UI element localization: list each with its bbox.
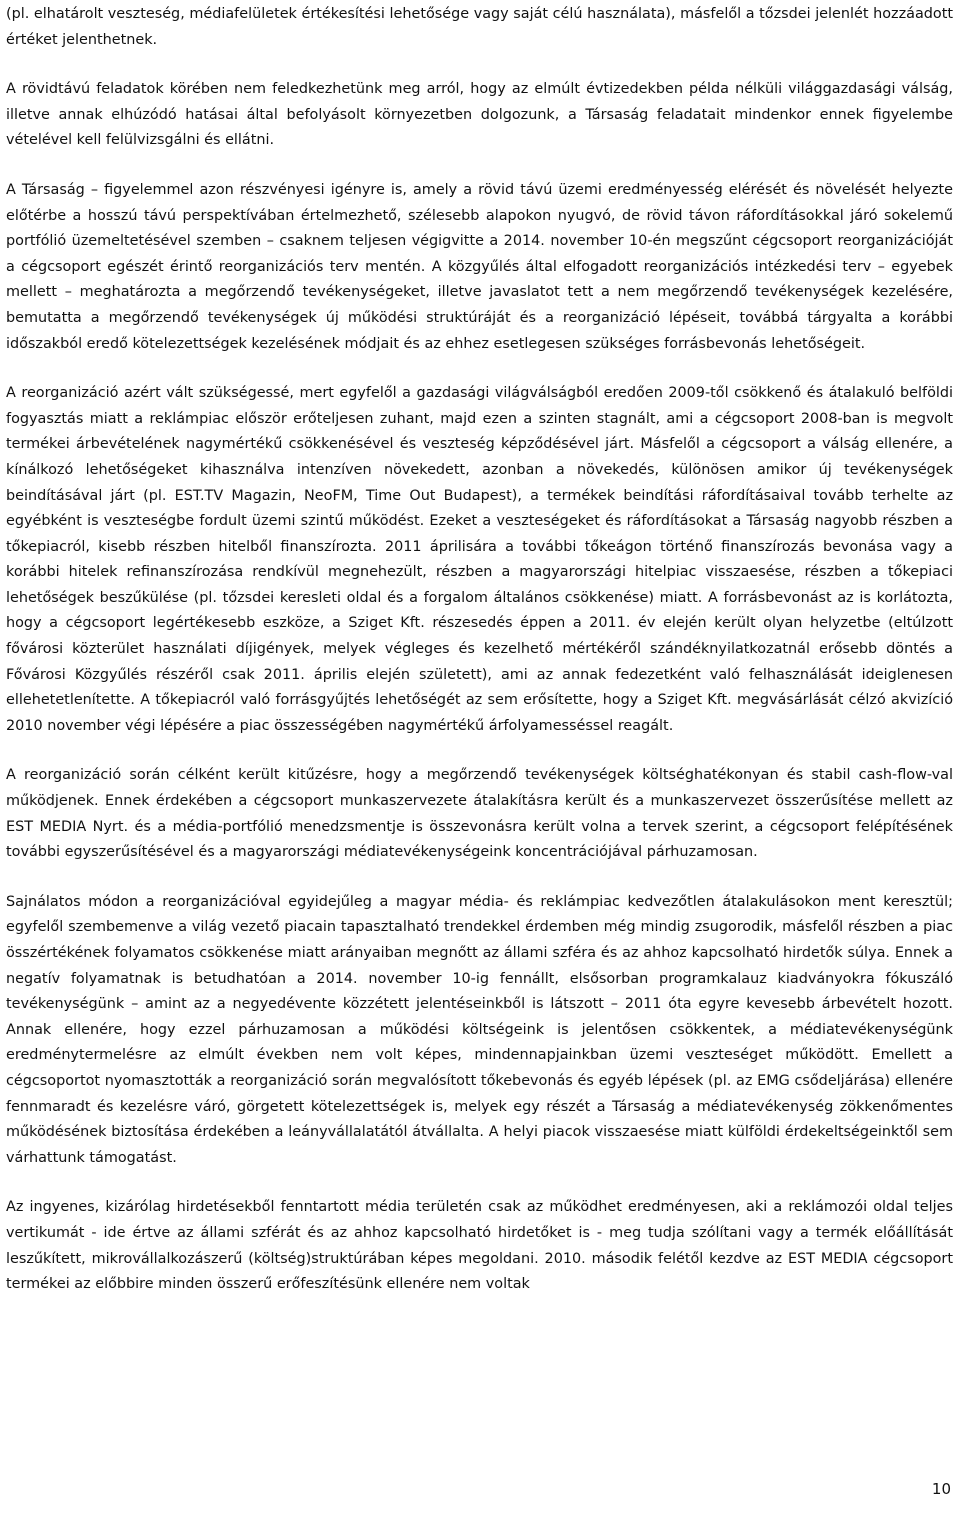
paragraph-6: Sajnálatos módon a reorganizációval egyidejűleg a magyar média- és reklámpiac kedvezőtlen átalakulásokon ment keresztül; egyfelől szembemenve a világ vezető piacain tapasztalható trendekkel érdemben még mindig zsugorodik, másfelől részben a piac összértékének folyamatos csökkenése miatt arányaiban megnőtt az állami szféra és az ahhoz kapcsolható hirdetők súlya. Ennek a negatív folyamatnak is betudhatóan a 2014. november 10-ig fennállt, elsősorban programkalauz kiadványokra fókuszáló tevékenységünk – amint az a negyedévente közzétett jelentéseinkből is látszott – 2011 óta egyre kevesebb árbevételt hozott. Annak ellenére, hogy ezzel párhuzamosan a működési költségeink is jelentősen csökkentek, a médiatevékenységünk eredménytermelésre az elmúlt években nem volt képes, mindennapjainkban üzemi veszteséget működött. Emellett a cégcsoportot nyomasztották a reorganizáció során megvalósított tőkebevonás és egyéb lépések (pl. az EMG csődeljárása) ellenére fennmaradt és kezelésre váró, görgetett kötelezettségek is, melyek egy részét a Társaság a médiatevékenység zökkenőmentes működésének biztosítása érdekében a leányvállalatától átvállalta. A helyi piacok visszaesése miatt külföldi érdekeltségeinktől sem várhattunk támogatást.: [6, 893, 953, 1166]
paragraph-7: Az ingyenes, kizárólag hirdetésekből fenntartott média területén csak az működhet eredményesen, aki a reklámozói oldal teljes vertikumát - ide értve az állami szférát és az ahhoz kapcsolható hirdetőket is - meg tudja szólítani vagy a termék előállítását leszűkített, mikrovállalkozászerű (költség)struktúrában képes megoldani. 2010. második felétől kezdve az EST MEDIA cégcsoport termékei az előbbire minden összerű erőfeszítésünk ellenére nem voltak: [6, 1199, 953, 1293]
paragraph-2: A rövidtávú feladatok körében nem feledkezhetünk meg arról, hogy az elmúlt évtizedekben példa nélküli világgazdasági válság, illetve annak elhúzódó hatásai által befolyásolt környezetben dolgozunk, a Társaság feladatait mindenkor ennek figyelembe vételével kell felülvizsgálni és ellátni.: [6, 81, 953, 149]
page-number: 10: [931, 1480, 951, 1498]
paragraph-3: A Társaság – figyelemmel azon részvényesi igényre is, amely a rövid távú üzemi eredményesség elérését és növelését helyezte előtérbe a hosszú távú perspektívában értelmezhető, szélesebb alapokon nyugvó, de rövid távon ráfordításokkal járó sokelemű portfólió üzemeltetésével szemben – csaknem teljesen végigvitte a 2014. november 10-én megszűnt cégcsoport reorganizációját a cégcsoport egészét érintő reorganizációs terv mentén. A közgyűlés által elfogadott reorganizációs intézkedési terv – egyebek mellett – meghatározta a megőrzendő tevékenységeket, illetve javaslatot tett a nem megőrzendő tevékenységek kezelésére, bemutatta a megőrzendő tevékenységek új működési struktúráját és a reorganizáció lépéseit, továbbá tárgyalta a korábbi időszakból eredő kötelezettségek kezelésének módjait és az ehhez esetlegesen szükséges forrásbevonás lehetőségeit.: [6, 181, 953, 352]
paragraph-1: (pl. elhatárolt veszteség, médiafelületek értékesítési lehetősége vagy saját célú használata), másfelől a tőzsdei jelenlét hozzáadott értéket jelenthetnek.: [6, 6, 953, 48]
paragraph-5: A reorganizáció során célként került kitűzésre, hogy a megőrzendő tevékenységek költséghatékonyan és stabil cash-flow-val működjenek. Ennek érdekében a cégcsoport munkaszervezete átalakításra került és a munkaszervezet összerűsítése mellett az EST MEDIA Nyrt. és a média-portfólió menedzsmentje is összevonásra került volna a tervek szerint, a cégcsoport felépítésének további egyszerűsítésével és a magyarországi médiatevékenységeink koncentrációjával párhuzamosan.: [6, 767, 953, 861]
paragraph-4: A reorganizáció azért vált szükségessé, mert egyfelől a gazdasági világválságból eredően 2009-től csökkenő és átalakuló belföldi fogyasztás miatt a reklámpiac először erőteljesen zuhant, majd ezen a szinten stagnált, ami a cégcsoport 2008-ban is megvolt termékei árbevételének nagymértékű csökkenésével és veszteség képződésével járt. Másfelől a cégcsoport a válság ellenére, a kínálkozó lehetőségeket kihasználva intenzíven növekedett, azonban a növekedés, különösen amikor új tevékenységek beindításával járt (pl. EST.TV Magazin, NeoFM, Time Out Budapest), a termékek beindítási ráfordításaival tovább terhelte az egyébként is veszteségbe fordult üzemi szintű működést. Ezeket a veszteségeket és ráfordításokat a Társaság nagyobb részben a tőkepiacról, kisebb részben hitelből finanszírozta. 2011 áprilisára a további tőkeágon történő finanszírozás bevonása vagy a korábbi hitelek refinanszírozása rendkívül megnehezült, részben a magyarországi hitelpiac visszaesése, részben a tőkepiaci lehetőségek beszűkülése (pl. tőzsdei keresleti oldal és a forgalom általános csökkenése) miatt. A forrásbevonást az is korlátozta, hogy a cégcsoport legértékesebb eszköze, a Sziget Kft. részesedés éppen a 2011. év elején került olyan helyzetbe (eltúlzott fővárosi közterület használati díjigények, melyek végleges és kezelhető mértékéről szándéknyilatkozatnál erősebb döntés a Fővárosi Közgyűlés részéről csak 2011. április elején született), ami az annak fedezetként való felhasználását ideiglenesen ellehetetlenítette. A tőkepiacról való forrásgyűjtés lehetőségét az sem erősítette, hogy a Sziget Kft. megvásárlását célzó akvizíció 2010 november végi lépésére a piac összességében nagymértékű árfolyamesséssel reagált.: [6, 385, 953, 734]
